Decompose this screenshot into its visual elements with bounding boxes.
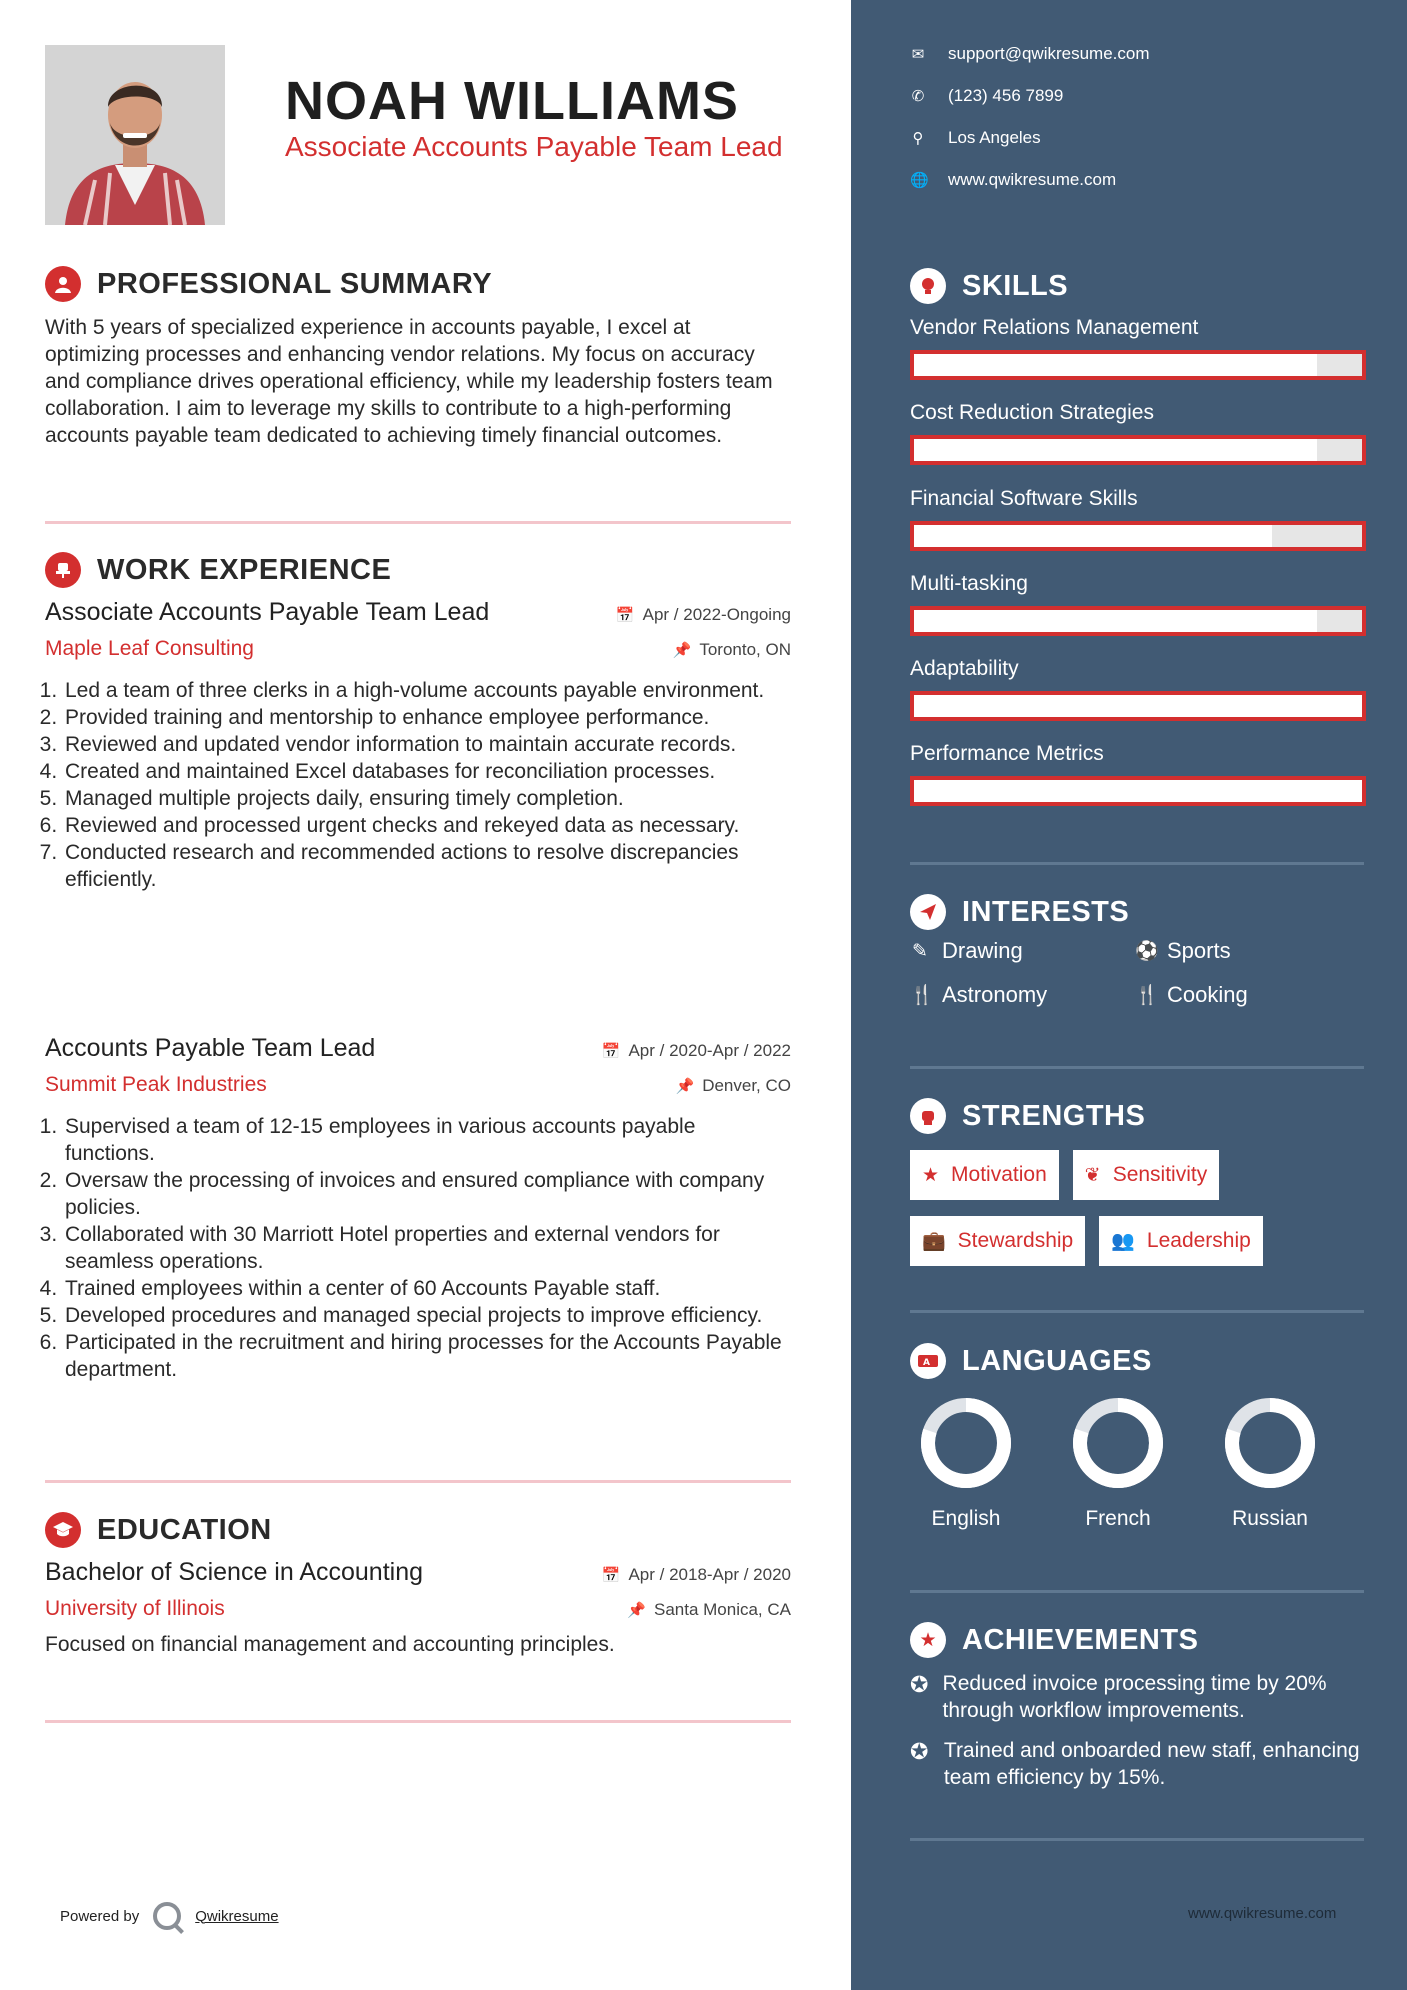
leaf-icon: ❦: [1084, 1164, 1101, 1186]
soccer-ball-icon: ⚽: [1135, 941, 1159, 962]
sidebar-divider: [910, 1838, 1364, 1841]
sidebar-divider: [910, 1590, 1364, 1593]
powered-by-footer: [60, 1902, 279, 1930]
pin-icon: 📌: [675, 1078, 695, 1095]
utensils-icon: 🍴: [910, 985, 934, 1006]
skill-bar-fill: [914, 695, 1362, 717]
contact-website: [910, 170, 1116, 190]
contact-email-text[interactable]: support@qwikresume.com: [948, 44, 1150, 63]
skill-item: [910, 401, 1366, 465]
interests-section-header: [910, 894, 1129, 930]
language-item: [1214, 1395, 1326, 1531]
job-entry: [45, 1034, 791, 1383]
skill-label: Multi-tasking: [910, 572, 1028, 595]
interest-label: Sports: [1167, 938, 1231, 963]
skill-item: [910, 742, 1366, 806]
contact-email: [910, 44, 1150, 64]
education-section-header: [45, 1512, 272, 1548]
shooting-star-icon: ✪: [910, 1739, 929, 1764]
envelope-icon: ✉: [911, 46, 925, 63]
skill-bar-fill: [914, 610, 1317, 632]
achievements-section-header: [910, 1622, 1198, 1658]
skill-item: [910, 487, 1366, 551]
job-company: Maple Leaf Consulting: [45, 637, 254, 660]
job-location-text: Toronto, ON: [699, 640, 791, 659]
strengths-heading: STRENGTHS: [962, 1099, 1146, 1132]
education-location: [627, 1600, 791, 1620]
skills-heading: SKILLS: [962, 269, 1069, 302]
contact-phone: [910, 86, 1063, 106]
lightbulb-icon: [910, 268, 946, 304]
calendar-icon: 📅: [615, 607, 635, 624]
strength-badge: [1099, 1216, 1263, 1266]
skills-section-header: [910, 268, 1068, 304]
calendar-icon: 📅: [601, 1043, 621, 1060]
job-bullet: 6. Participated in the recruitment and hiring processes for the Accounts Payable department.: [63, 1329, 791, 1383]
job-date: [602, 1041, 791, 1061]
education-degree: Bachelor of Science in Accounting: [45, 1558, 424, 1586]
summary-heading: PROFESSIONAL SUMMARY: [97, 267, 493, 300]
job-bullets: [37, 677, 791, 893]
interest-label: Drawing: [942, 938, 1023, 963]
skill-bar-fill: [914, 780, 1362, 802]
users-icon: 👥: [1111, 1231, 1135, 1252]
skill-label: Vendor Relations Management: [910, 316, 1199, 339]
education-description: Focused on financial management and accounting principles.: [45, 1633, 615, 1656]
language-item: [1062, 1395, 1174, 1531]
skill-bar-fill: [914, 354, 1317, 376]
language-donut: [1222, 1395, 1318, 1491]
footer-website[interactable]: www.qwikresume.com: [1188, 1905, 1337, 1922]
job-bullet: 2. Oversaw the processing of invoices and ensured compliance with company policies.: [63, 1167, 791, 1221]
skill-item: [910, 316, 1366, 380]
skill-item: [910, 657, 1366, 721]
achievements-heading: ACHIEVEMENTS: [962, 1623, 1199, 1656]
achievement-item: [910, 1670, 1370, 1724]
language-donut: [1070, 1395, 1166, 1491]
interest-item: [910, 982, 1135, 1008]
interest-label: Cooking: [1167, 982, 1248, 1007]
job-role: Accounts Payable Team Lead: [45, 1034, 376, 1062]
languages-heading: LANGUAGES: [962, 1344, 1152, 1377]
strength-badge: [910, 1216, 1085, 1266]
skill-bar: [910, 691, 1366, 721]
job-bullet: 3. Collaborated with 30 Marriott Hotel properties and external vendors for seamless operations.: [63, 1221, 791, 1275]
job-role: Associate Accounts Payable Team Lead: [45, 598, 490, 626]
job-company: Summit Peak Industries: [45, 1073, 267, 1096]
job-entry: [45, 598, 791, 893]
language-donut: [918, 1395, 1014, 1491]
education-heading: EDUCATION: [97, 1513, 272, 1546]
job-bullet: 4. Trained employees within a center of 60 Accounts Payable staff.: [63, 1275, 791, 1302]
strength-label: Sensitivity: [1112, 1163, 1208, 1186]
qwikresume-logo-icon: [153, 1902, 181, 1930]
profile-photo-illustration: [45, 45, 225, 225]
strengths-section-header: [910, 1098, 1145, 1134]
summary-text: With 5 years of specialized experience in accounts payable, I excel at optimizing processes and enhancing vendor relations. My focus on accuracy and compliance drives operational efficiency, while my leadership fosters team collaboration. I aim to leverage my skills to contribute to a high-performing accounts payable team dedicated to achieving timely financial outcomes.: [45, 316, 773, 447]
contact-website-text[interactable]: www.qwikresume.com: [948, 170, 1117, 189]
skill-bar: [910, 521, 1366, 551]
language-icon: [910, 1343, 946, 1379]
qwikresume-link[interactable]: Qwikresume: [195, 1907, 279, 1925]
language-label: English: [931, 1507, 1001, 1530]
utensils-icon: 🍴: [1135, 985, 1159, 1006]
trophy-star-icon: ★: [910, 1622, 946, 1658]
skill-label: Adaptability: [910, 657, 1019, 680]
section-divider: [45, 521, 791, 524]
language-label: French: [1085, 1507, 1151, 1530]
job-bullet: 7. Conducted research and recommended actions to resolve discrepancies efficiently.: [63, 839, 791, 893]
briefcase-chair-icon: [45, 552, 81, 588]
interest-label: Astronomy: [942, 982, 1048, 1007]
education-school: University of Illinois: [45, 1597, 225, 1620]
languages-section-header: [910, 1343, 1152, 1379]
job-location: [676, 1076, 792, 1096]
contact-phone-text: (123) 456 7899: [948, 86, 1064, 105]
strength-label: Leadership: [1146, 1229, 1251, 1252]
strength-badge: [1073, 1150, 1219, 1200]
languages-list: [910, 1395, 1326, 1531]
experience-heading: WORK EXPERIENCE: [97, 553, 392, 586]
interests-heading: INTERESTS: [962, 895, 1130, 928]
graduation-cap-icon: [45, 1512, 81, 1548]
strength-label: Motivation: [951, 1163, 1047, 1186]
profile-photo: [45, 45, 225, 225]
job-date-text: Apr / 2020-Apr / 2022: [628, 1041, 791, 1060]
achievement-text: Trained and onboarded new staff, enhancing team efficiency by 15%.: [943, 1739, 1360, 1789]
map-marker-icon: ⚲: [912, 130, 924, 147]
shooting-star-icon: ✪: [910, 1672, 929, 1697]
skill-bar-fill: [914, 525, 1272, 547]
section-divider: [45, 1720, 791, 1723]
candidate-title: Associate Accounts Payable Team Lead: [285, 131, 783, 162]
pin-icon: 📌: [672, 642, 692, 659]
language-item: [910, 1395, 1022, 1531]
job-bullet: 1. Led a team of three clerks in a high-volume accounts payable environment.: [63, 677, 791, 704]
briefcase-icon: 💼: [922, 1231, 946, 1252]
skill-bar: [910, 606, 1366, 636]
skill-label: Financial Software Skills: [910, 487, 1138, 510]
job-bullet: 3. Reviewed and updated vendor information to maintain accurate records.: [63, 731, 791, 758]
pencil-icon: ✎: [912, 940, 928, 962]
candidate-name: NOAH WILLIAMS: [285, 71, 739, 131]
skill-bar: [910, 776, 1366, 806]
sidebar-divider: [910, 862, 1364, 865]
skill-label: Cost Reduction Strategies: [910, 401, 1154, 424]
pin-icon: 📌: [627, 1602, 646, 1619]
education-entry: [45, 1558, 791, 1657]
job-bullet: 1. Supervised a team of 12-15 employees in various accounts payable functions.: [63, 1113, 791, 1167]
calendar-icon: 📅: [601, 1567, 621, 1584]
job-date-text: Apr / 2022-Ongoing: [642, 605, 791, 624]
interests-list: [910, 938, 1370, 1008]
star-icon: ★: [922, 1164, 940, 1186]
user-icon: [45, 266, 81, 302]
language-label: Russian: [1232, 1507, 1308, 1530]
skill-bar: [910, 350, 1366, 380]
contact-location-text: Los Angeles: [948, 128, 1041, 147]
education-location-text: Santa Monica, CA: [653, 1600, 791, 1619]
skill-item: [910, 572, 1366, 636]
skill-bar: [910, 435, 1366, 465]
summary-section-header: [45, 266, 492, 302]
svg-text:A: A: [923, 1358, 930, 1368]
strength-badge: [910, 1150, 1059, 1200]
fist-icon: [910, 1098, 946, 1134]
job-location: [673, 640, 791, 660]
achievement-item: [910, 1737, 1370, 1791]
paper-plane-icon: [910, 894, 946, 930]
interest-item: [1135, 938, 1360, 964]
job-location-text: Denver, CO: [702, 1076, 791, 1095]
job-bullet: 6. Reviewed and processed urgent checks and rekeyed data as necessary.: [63, 812, 791, 839]
skill-bar-fill: [914, 439, 1317, 461]
job-bullet: 4. Created and maintained Excel databases for reconciliation processes.: [63, 758, 791, 785]
job-bullet: 5. Managed multiple projects daily, ensuring timely completion.: [63, 785, 791, 812]
interest-item: [1135, 982, 1360, 1008]
experience-section-header: [45, 552, 391, 588]
section-divider: [45, 1480, 791, 1483]
powered-by-text: Powered by: [60, 1907, 140, 1925]
education-date-text: Apr / 2018-Apr / 2020: [628, 1565, 791, 1584]
achievement-text: Reduced invoice processing time by 20% through workflow improvements.: [942, 1672, 1327, 1722]
phone-icon: ✆: [911, 88, 925, 105]
strength-label: Stewardship: [957, 1229, 1074, 1252]
strengths-list: [910, 1150, 1370, 1266]
globe-icon: 🌐: [910, 172, 929, 189]
contact-location: [910, 128, 1041, 148]
interest-item: [910, 938, 1135, 964]
job-bullet: 5. Developed procedures and managed special projects to improve efficiency.: [63, 1302, 791, 1329]
education-date: [602, 1565, 791, 1585]
sidebar-divider: [910, 1310, 1364, 1313]
job-date: [616, 605, 791, 625]
sidebar-divider: [910, 1066, 1364, 1069]
job-bullets: [37, 1113, 791, 1383]
job-bullet: 2. Provided training and mentorship to enhance employee performance.: [63, 704, 791, 731]
skill-label: Performance Metrics: [910, 742, 1104, 765]
